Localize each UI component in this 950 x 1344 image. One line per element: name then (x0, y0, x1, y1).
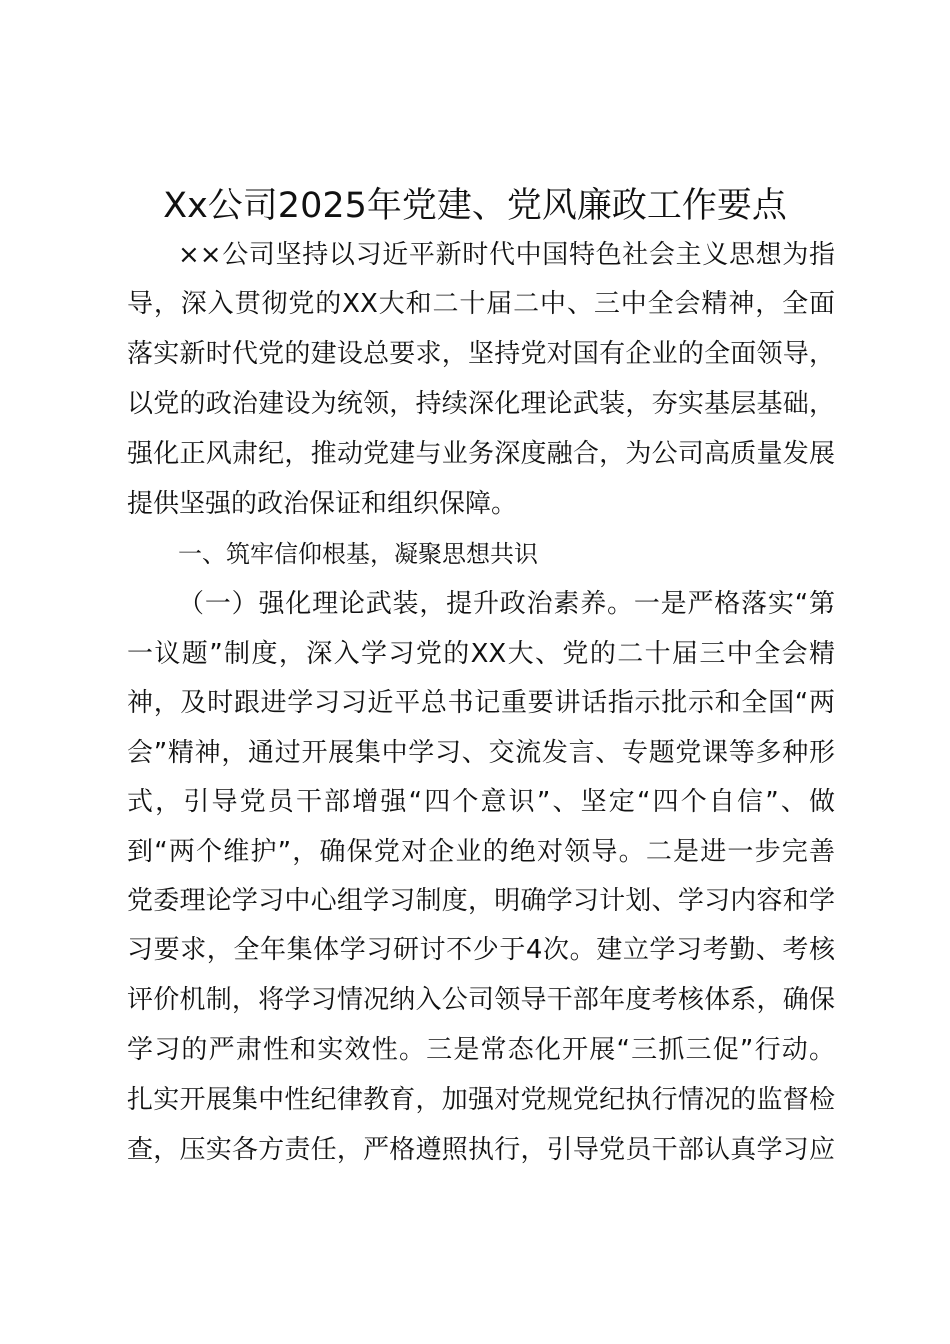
intro-line: 导，深入贯彻党的XX大和二十届二中、三中全会精神，全面 (127, 289, 835, 319)
intro-line: 提供坚强的政治保证和组织保障。 (127, 489, 518, 519)
document-title: Xx公司2025年党建、党风廉政工作要点 (163, 186, 787, 226)
section-heading: 一、筑牢信仰根基，凝聚思想共识 (178, 540, 538, 568)
body-line: 一议题”制度，深入学习党的XX大、党的二十届三中全会精 (127, 639, 835, 669)
intro-line: 强化正风肃纪，推动党建与业务深度融合，为公司高质量发展 (127, 439, 835, 469)
body-line: 到“两个维护”，确保党对企业的绝对领导。二是进一步完善 (127, 837, 835, 867)
body-line: 式，引导党员干部增强“四个意识”、坚定“四个自信”、做 (127, 787, 835, 817)
body-line: 会”精神，通过开展集中学习、交流发言、专题党课等多种形 (127, 738, 835, 768)
body-line: 查，压实各方责任，严格遵照执行，引导党员干部认真学习应 (127, 1135, 835, 1165)
intro-line: 以党的政治建设为统领，持续深化理论武装，夯实基层基础， (127, 389, 835, 419)
body-line: 学习的严肃性和实效性。三是常态化开展“三抓三促”行动。 (127, 1035, 835, 1065)
intro-line: 落实新时代党的建设总要求，坚持党对国有企业的全面领导， (127, 339, 835, 369)
body-line: （一）强化理论武装，提升政治素养。一是严格落实“第 (178, 589, 835, 619)
body-line: 党委理论学习中心组学习制度，明确学习计划、学习内容和学 (127, 886, 835, 916)
intro-line: ××公司坚持以习近平新时代中国特色社会主义思想为指 (178, 240, 835, 270)
body-line: 扎实开展集中性纪律教育，加强对党规党纪执行情况的监督检 (127, 1085, 835, 1115)
body-line: 神，及时跟进学习习近平总书记重要讲话指示批示和全国“两 (127, 688, 835, 718)
body-line: 习要求，全年集体学习研讨不少于4次。建立学习考勤、考核 (127, 935, 835, 965)
body-line: 评价机制，将学习情况纳入公司领导干部年度考核体系，确保 (127, 985, 835, 1015)
